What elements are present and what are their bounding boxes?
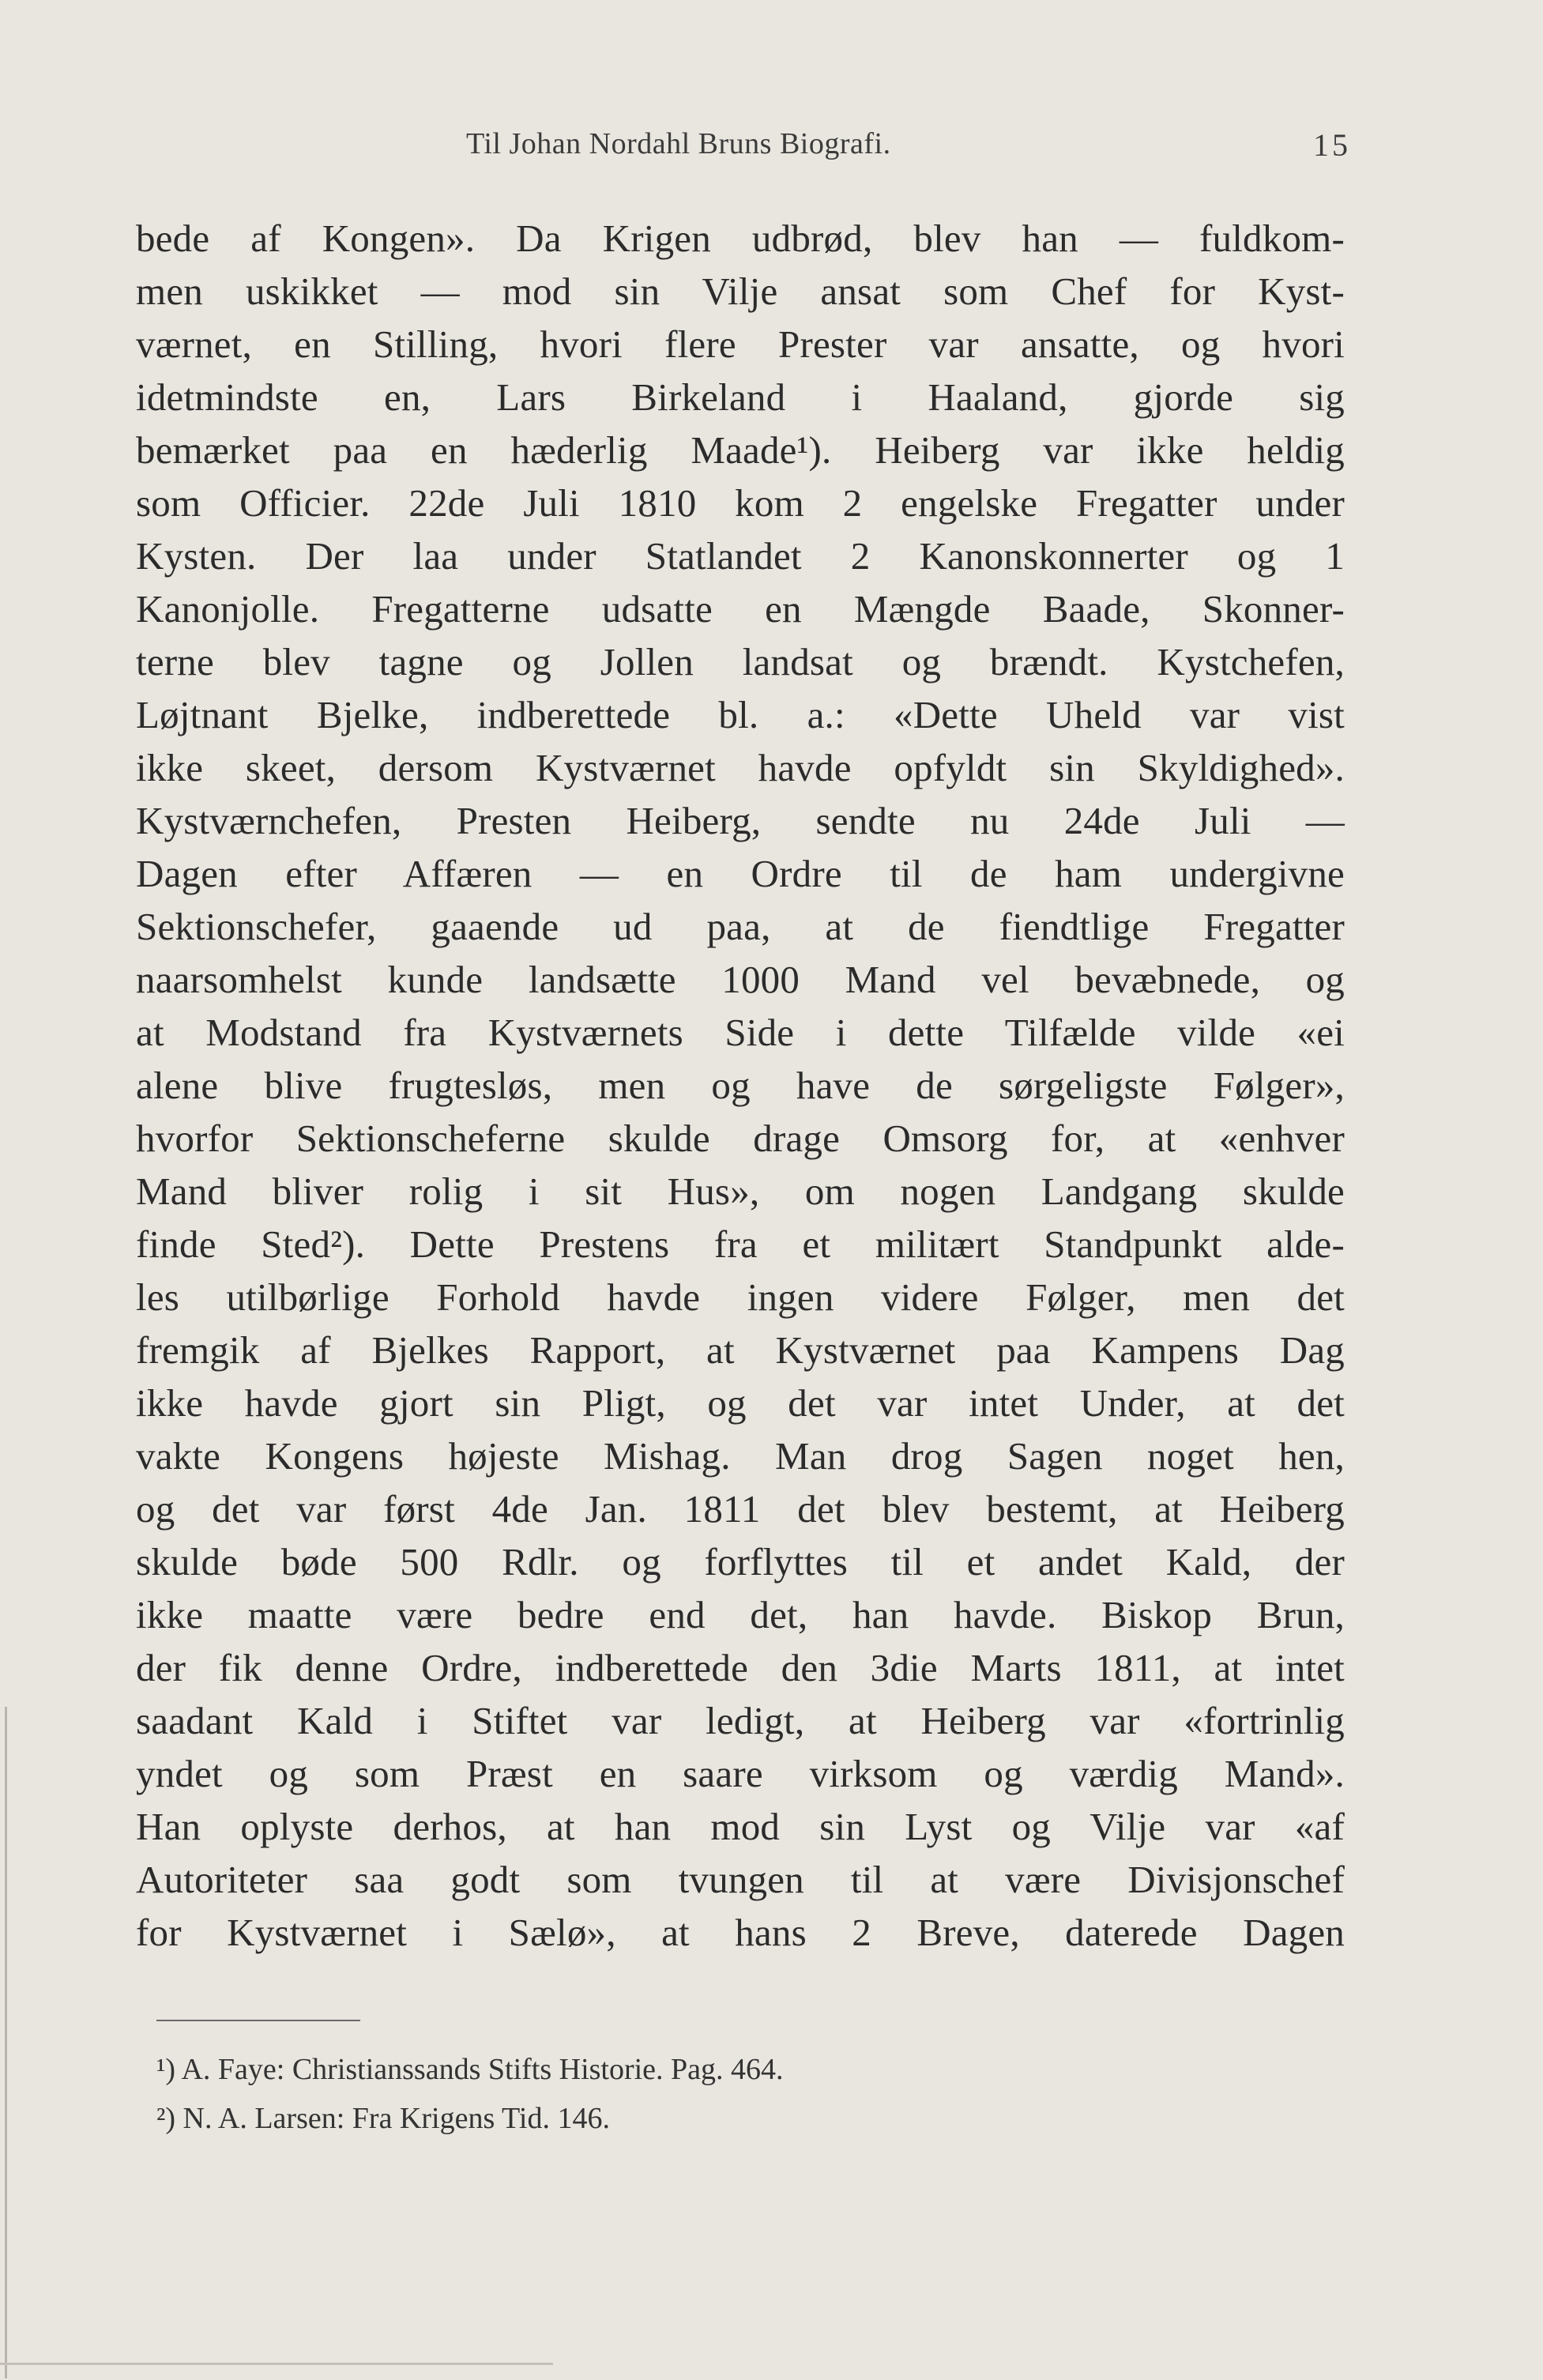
text-line: hvorfor Sektionscheferne skulde drage Omsorg for, at «enhver <box>136 1117 1345 1160</box>
text-line: naarsomhelst kunde landsætte 1000 Mand vel bevæbnede, og <box>136 958 1345 1001</box>
running-title: Til Johan Nordahl Bruns Biografi. <box>466 127 891 160</box>
text-line: værnet, en Stilling, hvori flere Prester var ansatte, og hvori <box>136 322 1345 366</box>
text-line: skulde bøde 500 Rdlr. og forflyttes til et andet Kald, der <box>136 1540 1345 1584</box>
text-line: Løjtnant Bjelke, indberettede bl. a.: «Dette Uheld var vist <box>136 693 1345 736</box>
footnote-divider <box>156 2020 360 2021</box>
text-line: Kanonjolle. Fregatterne udsatte en Mængde Baade, Skonner- <box>136 587 1345 631</box>
text-line: yndet og som Præst en saare virksom og værdig Mand». <box>136 1752 1345 1795</box>
text-line: fremgik af Bjelkes Rapport, at Kystværnet paa Kampens Dag <box>136 1328 1345 1372</box>
text-line: ikke maatte være bedre end det, han havde. Biskop Brun, <box>136 1593 1345 1636</box>
text-line: bede af Kongen». Da Krigen udbrød, blev han — fuldkom- <box>136 217 1345 260</box>
text-line: der fik denne Ordre, indberettede den 3die Marts 1811, at intet <box>136 1646 1345 1689</box>
text-line: ikke skeet, dersom Kystværnet havde opfyldt sin Skyldighed». <box>136 746 1345 789</box>
text-line: finde Sted²). Dette Prestens fra et militært Standpunkt alde- <box>136 1222 1345 1266</box>
text-line: alene blive frugtesløs, men og have de sørgeligste Følger», <box>136 1064 1345 1107</box>
text-line: idetmindste en, Lars Birkeland i Haaland, gjorde sig <box>136 375 1345 419</box>
text-line: ikke havde gjort sin Pligt, og det var intet Under, at det <box>136 1381 1345 1425</box>
text-line: Kystværnchefen, Presten Heiberg, sendte nu 24de Juli — <box>136 799 1345 842</box>
text-line: Autoriteter saa godt som tvungen til at være Divisjonschef <box>136 1858 1345 1901</box>
text-line: og det var først 4de Jan. 1811 det blev bestemt, at Heiberg <box>136 1487 1345 1531</box>
text-line: Dagen efter Affæren — en Ordre til de ham undergivne <box>136 852 1345 895</box>
text-line: terne blev tagne og Jollen landsat og brændt. Kystchefen, <box>136 640 1345 683</box>
text-line: bemærket paa en hæderlig Maade¹). Heiberg var ikke heldig <box>136 428 1345 472</box>
text-line: Han oplyste derhos, at han mod sin Lyst og Vilje var «af <box>136 1805 1345 1848</box>
text-line: men uskikket — mod sin Vilje ansat som Chef for Kyst- <box>136 269 1345 313</box>
text-line: saadant Kald i Stiftet var ledigt, at Heiberg var «fortrinlig <box>136 1699 1345 1742</box>
text-line: vakte Kongens højeste Mishag. Man drog Sagen noget hen, <box>136 1434 1345 1478</box>
text-line: Sektionschefer, gaaende ud paa, at de fiendtlige Fregatter <box>136 905 1345 948</box>
text-line: at Modstand fra Kystværnets Side i dette Tilfælde vilde «ei <box>136 1011 1345 1054</box>
text-line: Mand bliver rolig i sit Hus», om nogen Landgang skulde <box>136 1169 1345 1213</box>
text-line: som Officier. 22de Juli 1810 kom 2 engelske Fregatter under <box>136 481 1345 525</box>
footnote-1: ¹) A. Faye: Christianssands Stifts Historie. Pag. 464. <box>156 2053 784 2086</box>
footnotes <box>156 2045 1263 2143</box>
text-line: les utilbørlige Forhold havde ingen videre Følger, men det <box>136 1275 1345 1319</box>
text-line: for Kystværnet i Sælø», at hans 2 Breve, daterede Dagen <box>136 1911 1345 1954</box>
page-bottom-edge <box>0 2363 553 2365</box>
footnote-2: ²) N. A. Larsen: Fra Krigens Tid. 146. <box>156 2102 610 2135</box>
page-number: 15 <box>1313 127 1351 163</box>
text-line: Kysten. Der laa under Statlandet 2 Kanonskonnerter og 1 <box>136 534 1345 578</box>
page-edge-shadow <box>5 1707 7 2378</box>
body-text <box>136 212 1345 1959</box>
running-header <box>134 126 1375 174</box>
